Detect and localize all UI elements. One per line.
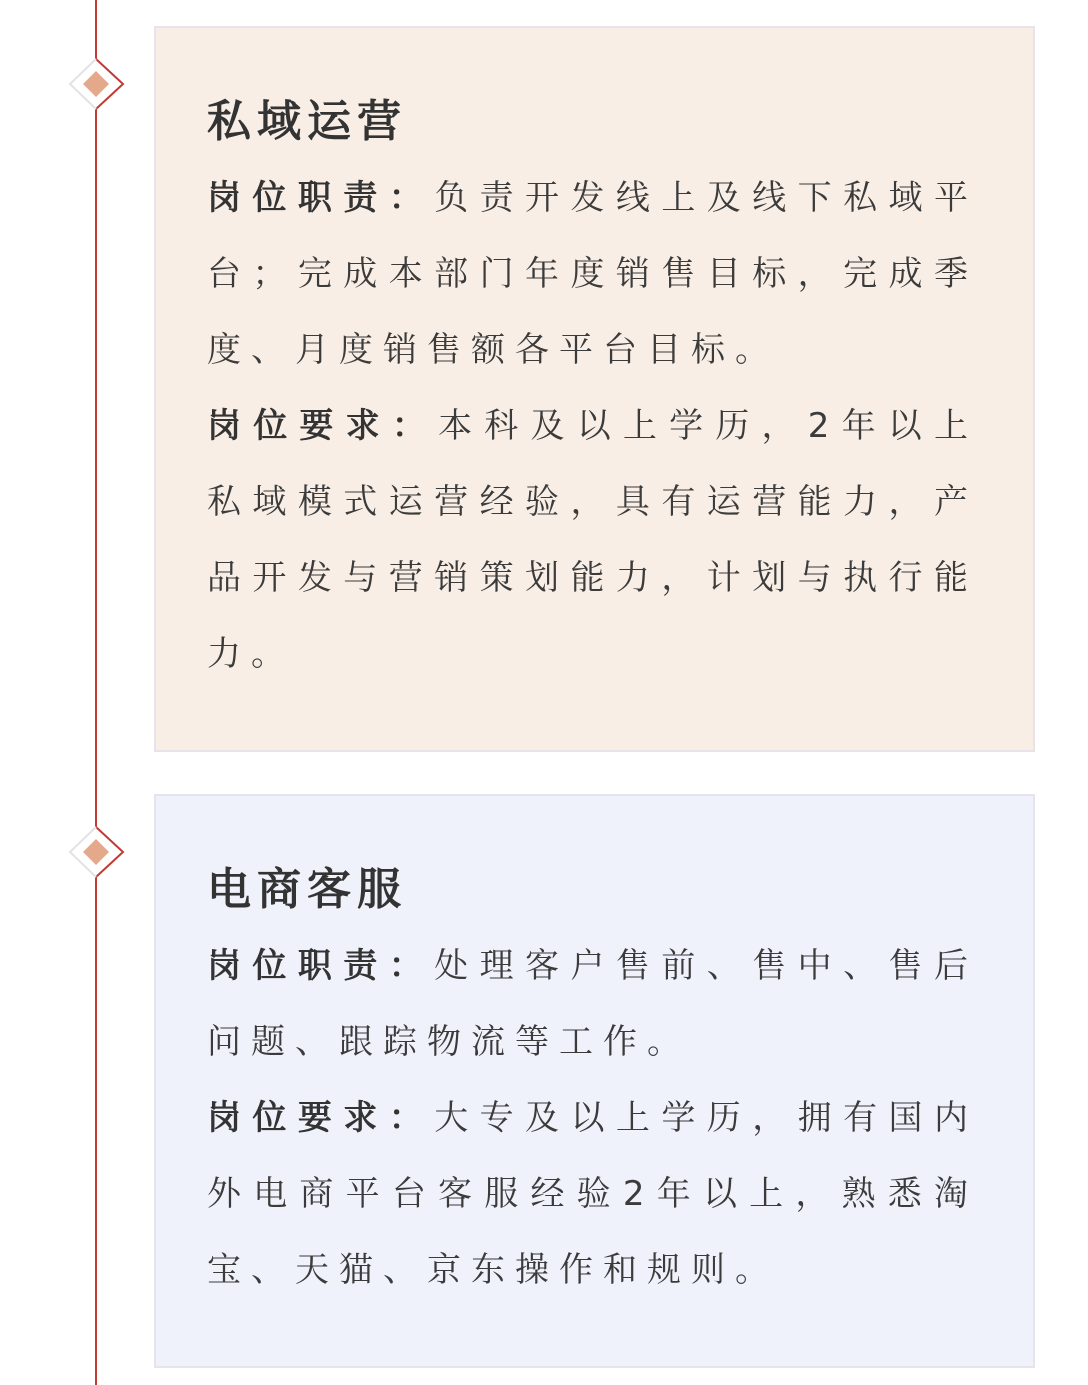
job-requirement-paragraph (207, 388, 978, 692)
duty-text: 处理客户售前、售中、售后问题、跟踪物流等工作。 (207, 946, 978, 1062)
timeline-marker-diamond-icon (68, 55, 126, 113)
requirement-text: 本科及以上学历，2年以上私域模式运营经验，具有运营能力，产品开发与营销策划能力，计划与执行能力。 (207, 406, 979, 674)
requirement-text: 大专及以上学历，拥有国内外电商平台客服经验2年以上，熟悉淘宝、天猫、京东操作和规则。 (207, 1098, 978, 1290)
job-card-ecommerce-customer-service (154, 794, 1035, 1368)
requirement-label: 岗位要求： (207, 406, 439, 446)
job-requirement-paragraph (207, 1080, 978, 1308)
job-title: 电商客服 (207, 864, 407, 915)
job-card-private-domain-operations (154, 26, 1035, 752)
duty-label: 岗位职责： (207, 946, 435, 986)
timeline-marker-diamond-icon (68, 823, 126, 881)
timeline-line (95, 0, 97, 1385)
job-title: 私域运营 (207, 96, 407, 147)
duty-text: 负责开发线上及线下私域平台；完成本部门年度销售目标，完成季度、月度销售额各平台目标。 (207, 178, 978, 370)
job-duty-paragraph (207, 928, 978, 1080)
duty-label: 岗位职责： (207, 178, 435, 218)
requirement-label: 岗位要求： (207, 1098, 435, 1138)
job-duty-paragraph (207, 160, 978, 388)
